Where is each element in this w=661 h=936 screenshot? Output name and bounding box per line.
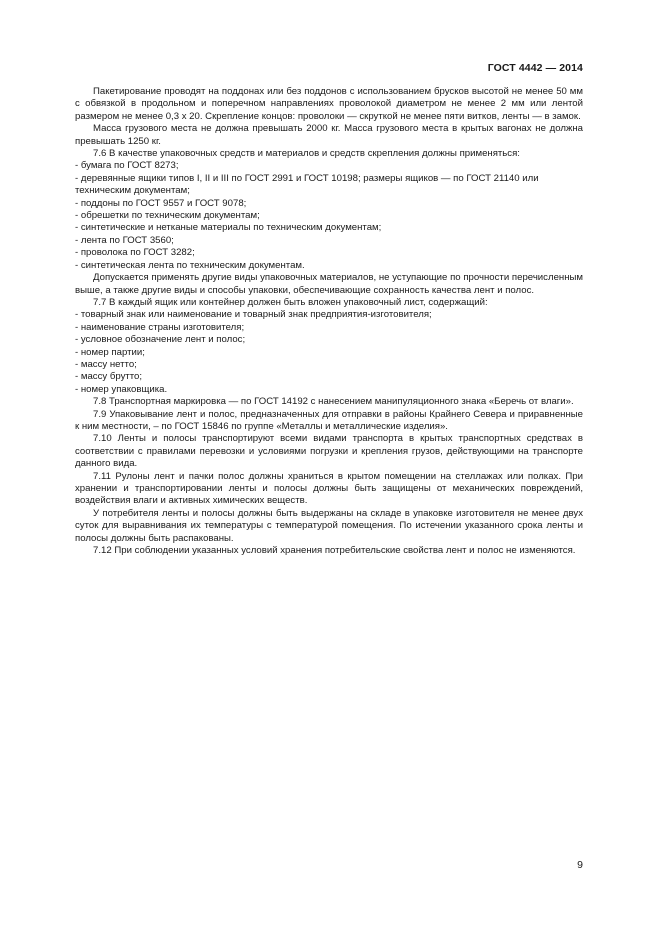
list-item: - номер упаковщика.: [75, 383, 168, 395]
paragraph: Допускается применять другие виды упаковочных материалов, не уступающие по прочности перечисленным выше, а также другие виды и способы упаковки, обеспечивающие сохранность качества лент и полос.: [75, 272, 583, 296]
paragraph: У потребителя ленты и полосы должны быть выдержаны на складе в упаковке изготовителя не менее двух суток для выравнивания их температуры с температурой помещения. По истечении указанного срока ленты и полосы должны быть распакованы.: [75, 507, 583, 544]
paragraph: 7.11 Рулоны лент и пачки полос должны храниться в крытом помещении на стеллажах или полках. При хранении и транспортировании ленты и полосы должны быть защищены от механических повреждений, воздействия влаги и активных химических веществ.: [75, 470, 583, 507]
list-item: - условное обозначение лент и полос;: [75, 334, 246, 346]
list-item: - лента по ГОСТ 3560;: [75, 234, 174, 246]
paragraph: Масса грузового места не должна превышать 2000 кг. Масса грузового места в крытых вагонах не должна превышать 1250 кг.: [75, 123, 583, 147]
paragraph: 7.8 Транспортная маркировка — по ГОСТ 14192 с нанесением манипуляционного знака «Беречь от влаги».: [93, 396, 574, 408]
list-item: - наименование страны изготовителя;: [75, 321, 245, 333]
paragraph: 7.9 Упаковывание лент и полос, предназначенных для отправки в районы Крайнего Севера и приравненные к ним местности, – по ГОСТ 15846 по группе «Металлы и металлические изделия».: [75, 408, 583, 432]
paragraph: Пакетирование проводят на поддонах или без поддонов с использованием брусков высотой не менее 50 мм с обвязкой в продольном и поперечном направлениях проволокой диаметром не менее 2 мм или лентой размером не менее 0,3 х 20. Скрепление концов: проволоки — скруткой не менее пяти витков, ленты — в замок.: [75, 86, 583, 122]
paragraph: 7.10 Ленты и полосы транспортируют всеми видами транспорта в крытых транспортных средствах в соответствии с правилами перевозки и условиями погрузки и крепления грузов, действующими на транспорте данного вида.: [75, 433, 583, 470]
paragraph: 7.7 В каждый ящик или контейнер должен быть вложен упаковочный лист, содержащий:: [93, 296, 488, 308]
list-item: - синтетические и нетканые материалы по техническим документам;: [75, 222, 382, 234]
document-body: [75, 86, 583, 557]
list-item: - товарный знак или наименование и товарный знак предприятия-изготовителя;: [75, 309, 432, 321]
list-item: - бумага по ГОСТ 8273;: [75, 160, 179, 172]
list-item: - деревянные ящики типов I, II и III по ГОСТ 2991 и ГОСТ 10198; размеры ящиков — по ГОСТ 21140 или техническим документам;: [75, 172, 539, 197]
list-item: - поддоны по ГОСТ 9557 и ГОСТ 9078;: [75, 197, 247, 209]
paragraph: 7.6 В качестве упаковочных средств и материалов и средств скрепления должны применяться:: [93, 148, 520, 160]
document-code-header: ГОСТ 4442 — 2014: [487, 62, 583, 74]
list-item: - номер партии;: [75, 346, 145, 358]
list-item: - синтетическая лента по техническим документам.: [75, 259, 305, 271]
list-item: - проволока по ГОСТ 3282;: [75, 247, 195, 259]
list-item: - массу брутто;: [75, 371, 143, 383]
page-number: 9: [577, 859, 583, 871]
list-item: - обрешетки по техническим документам;: [75, 210, 260, 222]
paragraph: 7.12 При соблюдении указанных условий хранения потребительские свойства лент и полос не изменяются.: [93, 545, 576, 557]
list-item: - массу нетто;: [75, 358, 137, 370]
